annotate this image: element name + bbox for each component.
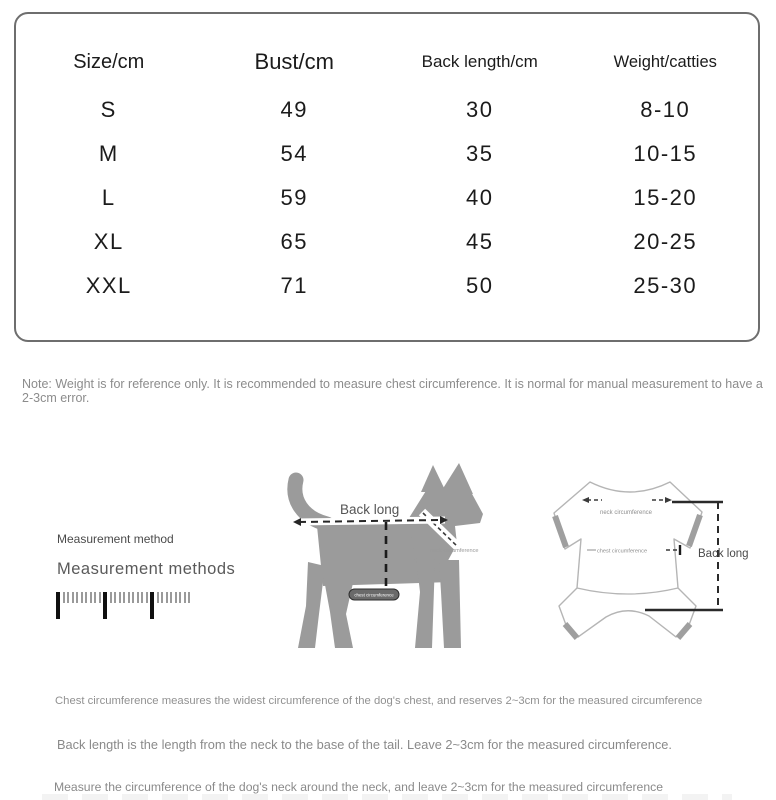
table-cell-bust: 59: [280, 185, 308, 210]
instruction-chest: Chest circumference measures the widest circumference of the dog's chest, and reserves 2~3cm for the measured circumference: [55, 695, 703, 707]
table-cell-size: XL: [93, 229, 124, 254]
table-cell-weight: 25-30: [633, 273, 698, 298]
dog-ear: [442, 463, 473, 494]
table-cell-weight: 8-10: [640, 97, 691, 122]
table-cell-back: 35: [466, 141, 494, 166]
measurement-methods-title: Measurement methods: [57, 560, 236, 578]
column-header-size: Size/cm: [73, 50, 145, 73]
table-cell-back: 30: [466, 97, 494, 122]
table-cell-bust: 54: [280, 141, 308, 166]
dog-neck-circumference-label: neck circumference: [430, 548, 479, 554]
table-cell-weight: 15-20: [633, 185, 698, 210]
table-cell-bust: 49: [280, 97, 308, 122]
dog-ear: [421, 465, 446, 492]
instruction-neck: Measure the circumference of the dog's neck around the neck, and leave 2~3cm for the measured circumference: [54, 780, 663, 794]
table-cell-back: 40: [466, 185, 494, 210]
table-cell-size: XXL: [85, 273, 132, 298]
column-header-bust: Bust/cm: [254, 49, 334, 74]
dog-head: [409, 486, 483, 566]
column-header-back-length: Back length/cm: [421, 52, 538, 71]
table-cell-back: 45: [466, 229, 494, 254]
cutoff-faint-text-line: [42, 794, 732, 800]
table-cell-weight: 10-15: [633, 141, 698, 166]
instruction-back-length: Back length is the length from the neck to the base of the tail. Leave 2~3cm for the measured circumference.: [57, 737, 672, 752]
garment-neck-circumference-label: neck circumference: [599, 510, 653, 516]
dog-rear-leg: [323, 574, 355, 648]
table-cell-size: M: [98, 141, 119, 166]
dog-front-leg: [439, 560, 461, 648]
dog-back-long-label: Back long: [340, 502, 400, 517]
table-cell-back: 50: [466, 273, 494, 298]
dog-front-leg: [415, 558, 435, 648]
ruler-graphic: [56, 592, 193, 619]
table-cell-bust: 65: [280, 229, 308, 254]
table-cell-size: L: [101, 185, 116, 210]
table-cell-size: S: [100, 97, 117, 122]
weight-reference-note: Note: Weight is for reference only. It is recommended to measure chest circumference. It is normal for manual measurement to have a 2-3cm error.: [22, 377, 763, 405]
table-cell-bust: 71: [280, 273, 308, 298]
dog-chest-circumference-label: chest circumference: [354, 592, 394, 598]
dog-rear-leg: [298, 562, 325, 648]
dog-tail: [295, 480, 327, 524]
dog-measurement-diagram: [283, 462, 483, 652]
garment-chest-circumference-label: chest circumference: [597, 548, 648, 555]
garment-outline: [554, 482, 702, 637]
column-header-weight: Weight/catties: [613, 52, 717, 71]
table-cell-weight: 20-25: [633, 229, 698, 254]
size-chart-table: [14, 12, 760, 342]
garment-measurement-diagram: [528, 468, 776, 680]
garment-back-long-label: Back long: [698, 548, 749, 560]
measurement-method-label: Measurement method: [57, 532, 174, 546]
